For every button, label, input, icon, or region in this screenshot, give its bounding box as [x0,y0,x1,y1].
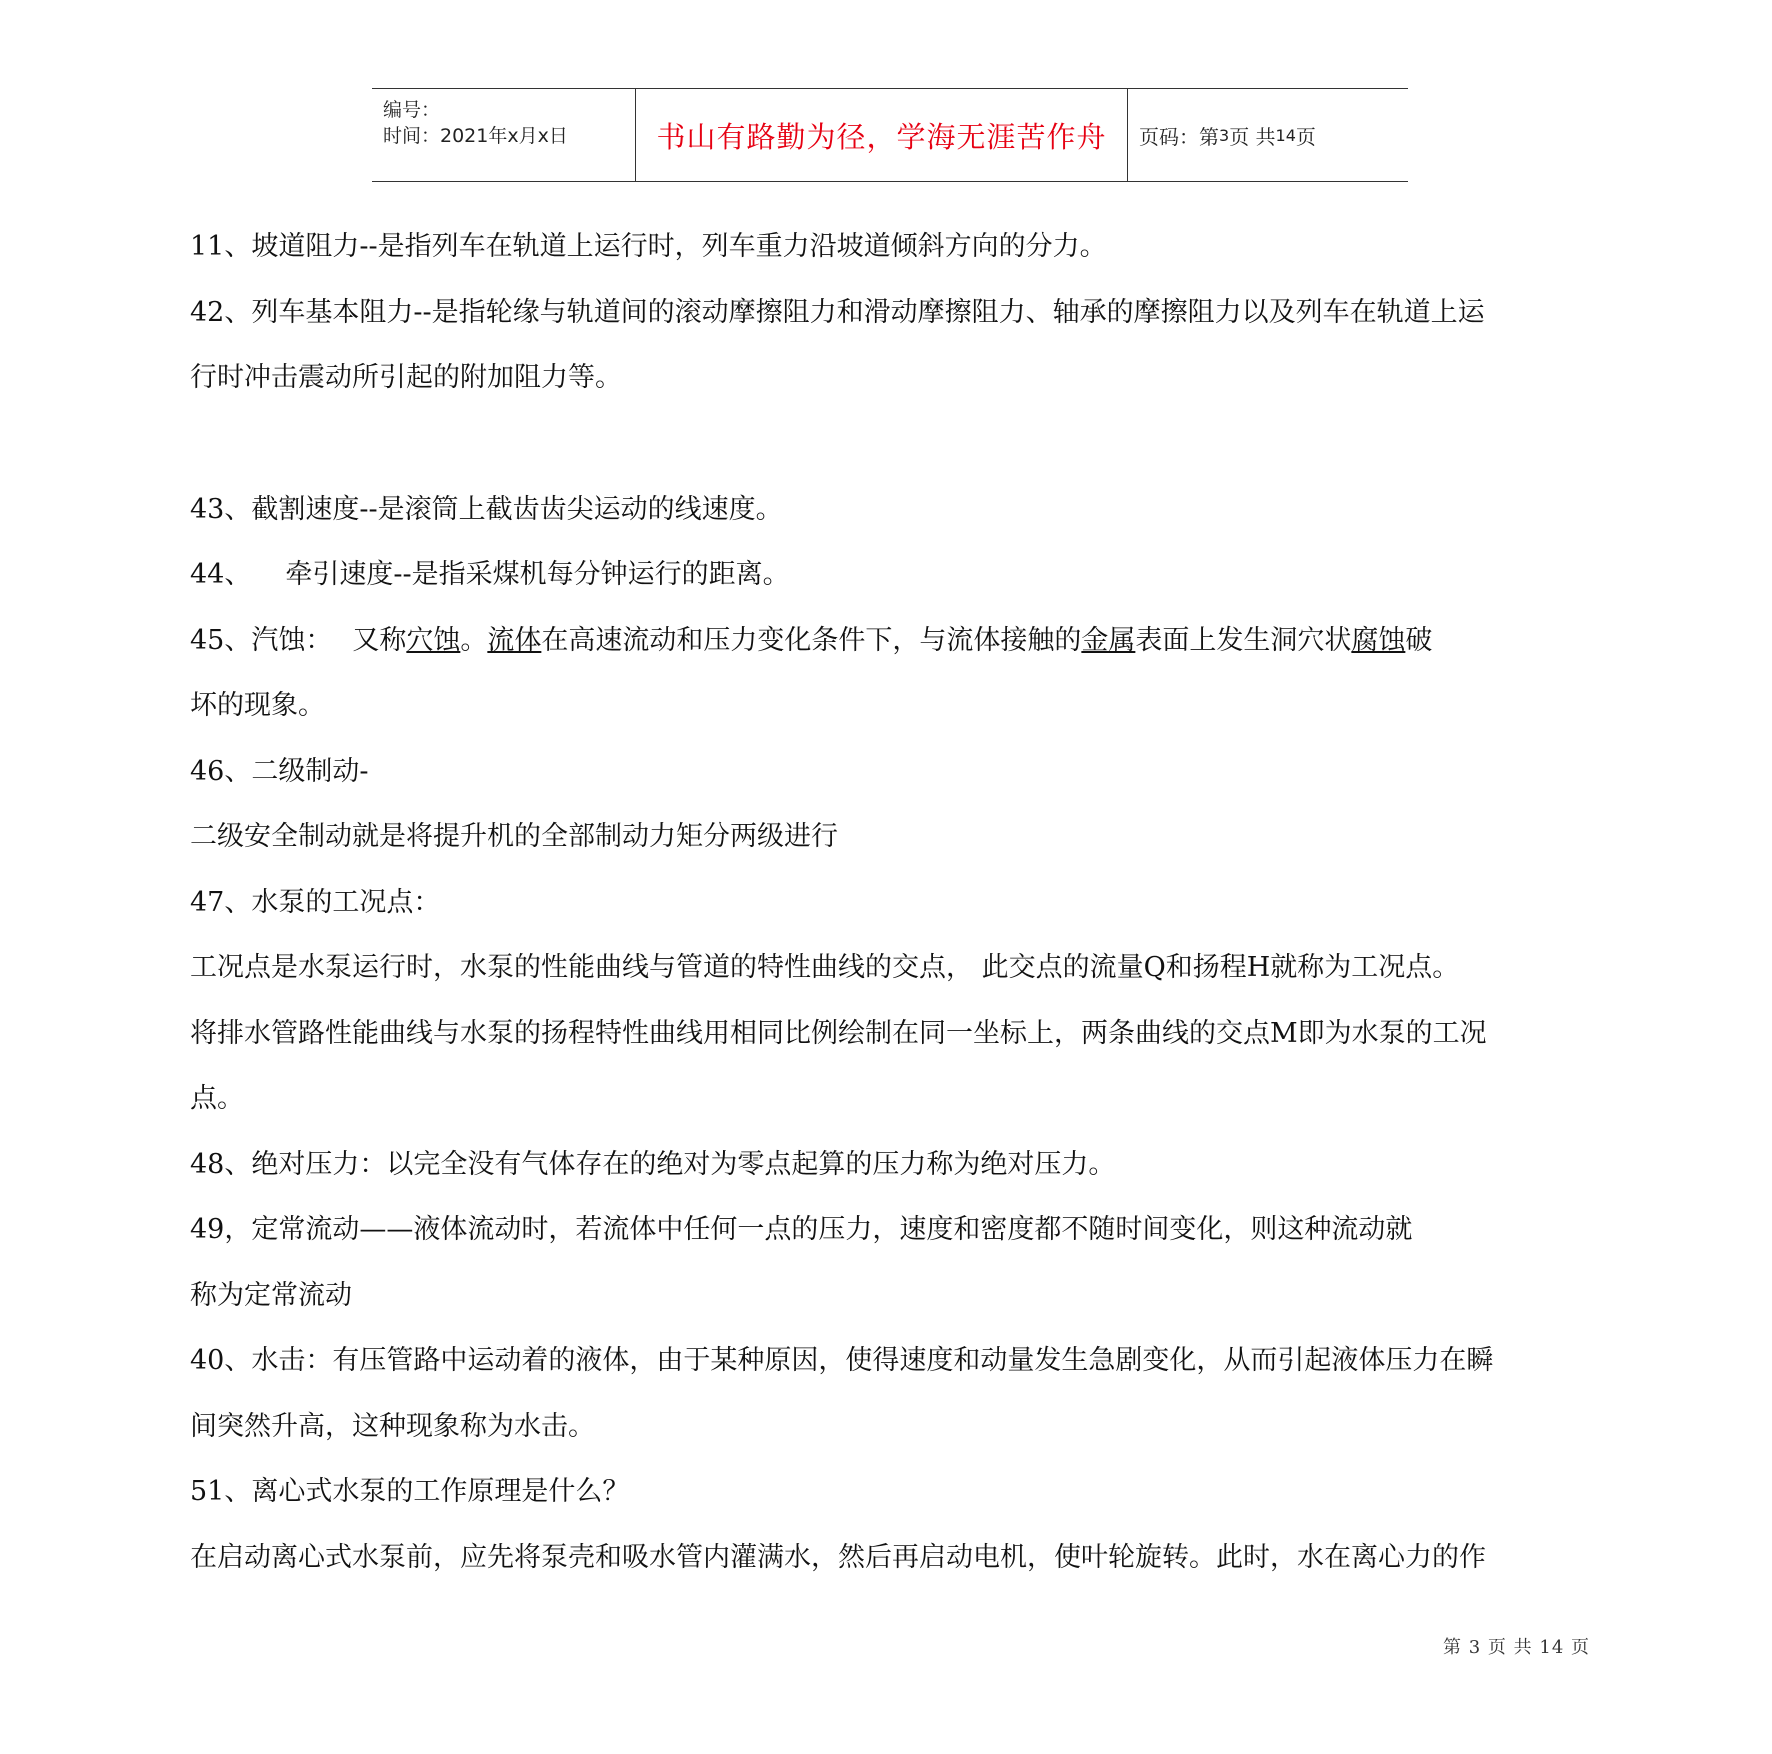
text-line [190,608,1590,674]
page-footer: 第 3 页 共 14 页 [1443,1637,1590,1658]
text-line: 点。 [190,1083,244,1114]
document-body [190,214,1590,1590]
text-line: 48、绝对压力：以完全没有气体存在的绝对为零点起算的压力称为绝对压力。 [190,1148,1116,1180]
page-current: 3 [1219,125,1230,145]
text-line: 49，定常流动——液体流动时，若流体中任何一点的压力，速度和密度都不随时间变化，则这种流动就 [190,1214,1413,1245]
text-line: 将排水管路性能曲线与水泵的扬程特性曲线用相同比例绘制在同一坐标上，两条曲线的交点M即为水泵的工况 [190,1017,1487,1049]
time-label: 时间：2021年x月x日 [383,125,568,147]
item-text: 牵引速度--是指采煤机每分钟运行的距离。 [285,559,790,590]
text-line: 二级安全制动就是将提升机的全部制动力矩分两级进行 [190,821,838,852]
page-total: 14 [1275,125,1296,145]
text-line [190,542,1590,608]
text-fragment: 在高速流动和压力变化条件下，与流体接触的 [541,624,1082,656]
number-label: 编号： [383,99,441,121]
text-line: 间突然升高，这种现象称为水击。 [190,1410,595,1442]
page-prefix: 页码：第 [1139,124,1219,149]
document-header [372,88,1408,182]
underlined-term: 流体 [487,624,542,656]
underlined-term: 金属 [1081,624,1136,656]
header-motto-cell [636,89,1128,181]
motto: 书山有路勤为径，学海无涯苦作舟 [656,119,1107,154]
text-line: 11、坡道阻力--是指列车在轨道上运行时，列车重力沿坡道倾斜方向的分力。 [190,231,1107,262]
text-line: 47、水泵的工况点： [190,886,441,918]
text-line: 40、水击：有压管路中运动着的液体，由于某种原因，使得速度和动量发生急剧变化，从而引起液体压力在瞬 [190,1345,1494,1376]
text-fragment: 又称 [352,624,407,656]
text-line: 43、截割速度--是滚筒上截齿齿尖运动的线速度。 [190,493,783,525]
text-fragment: 表面上发生洞穴状 [1135,624,1352,656]
item-heading: 45、汽蚀： [190,624,333,656]
underlined-term: 腐蚀 [1351,624,1406,656]
text-line: 46、二级制动- [190,755,369,787]
item-number: 44、 [190,559,252,590]
text-line: 工况点是水泵运行时，水泵的性能曲线与管道的特性曲线的交点， 此交点的流量Q和扬程H就称为工况点。 [190,952,1460,983]
text-line: 42、列车基本阻力--是指轮缘与轨道间的滚动摩擦阻力和滑动摩擦阻力、轴承的摩擦阻力以及列车在轨道上运 [190,296,1485,328]
text-line: 坏的现象。 [190,690,325,721]
text-line: 在启动离心式水泵前，应先将泵壳和吸水管内灌满水，然后再启动电机，使叶轮旋转。此时，水在离心力的作 [190,1541,1486,1573]
text-line: 称为定常流动 [190,1279,352,1311]
header-page-cell [1128,89,1408,181]
text-fragment: 破 [1405,624,1433,656]
header-meta-cell [372,89,636,181]
blank-line [190,411,1590,477]
text-line: 51、离心式水泵的工作原理是什么？ [190,1476,630,1507]
page-suffix: 页 [1295,124,1316,149]
page-mid: 页 共 [1229,124,1276,149]
text-line: 行时冲击震动所引起的附加阻力等。 [190,362,622,393]
text-fragment: 。 [460,624,488,656]
underlined-term: 穴蚀 [406,624,461,656]
